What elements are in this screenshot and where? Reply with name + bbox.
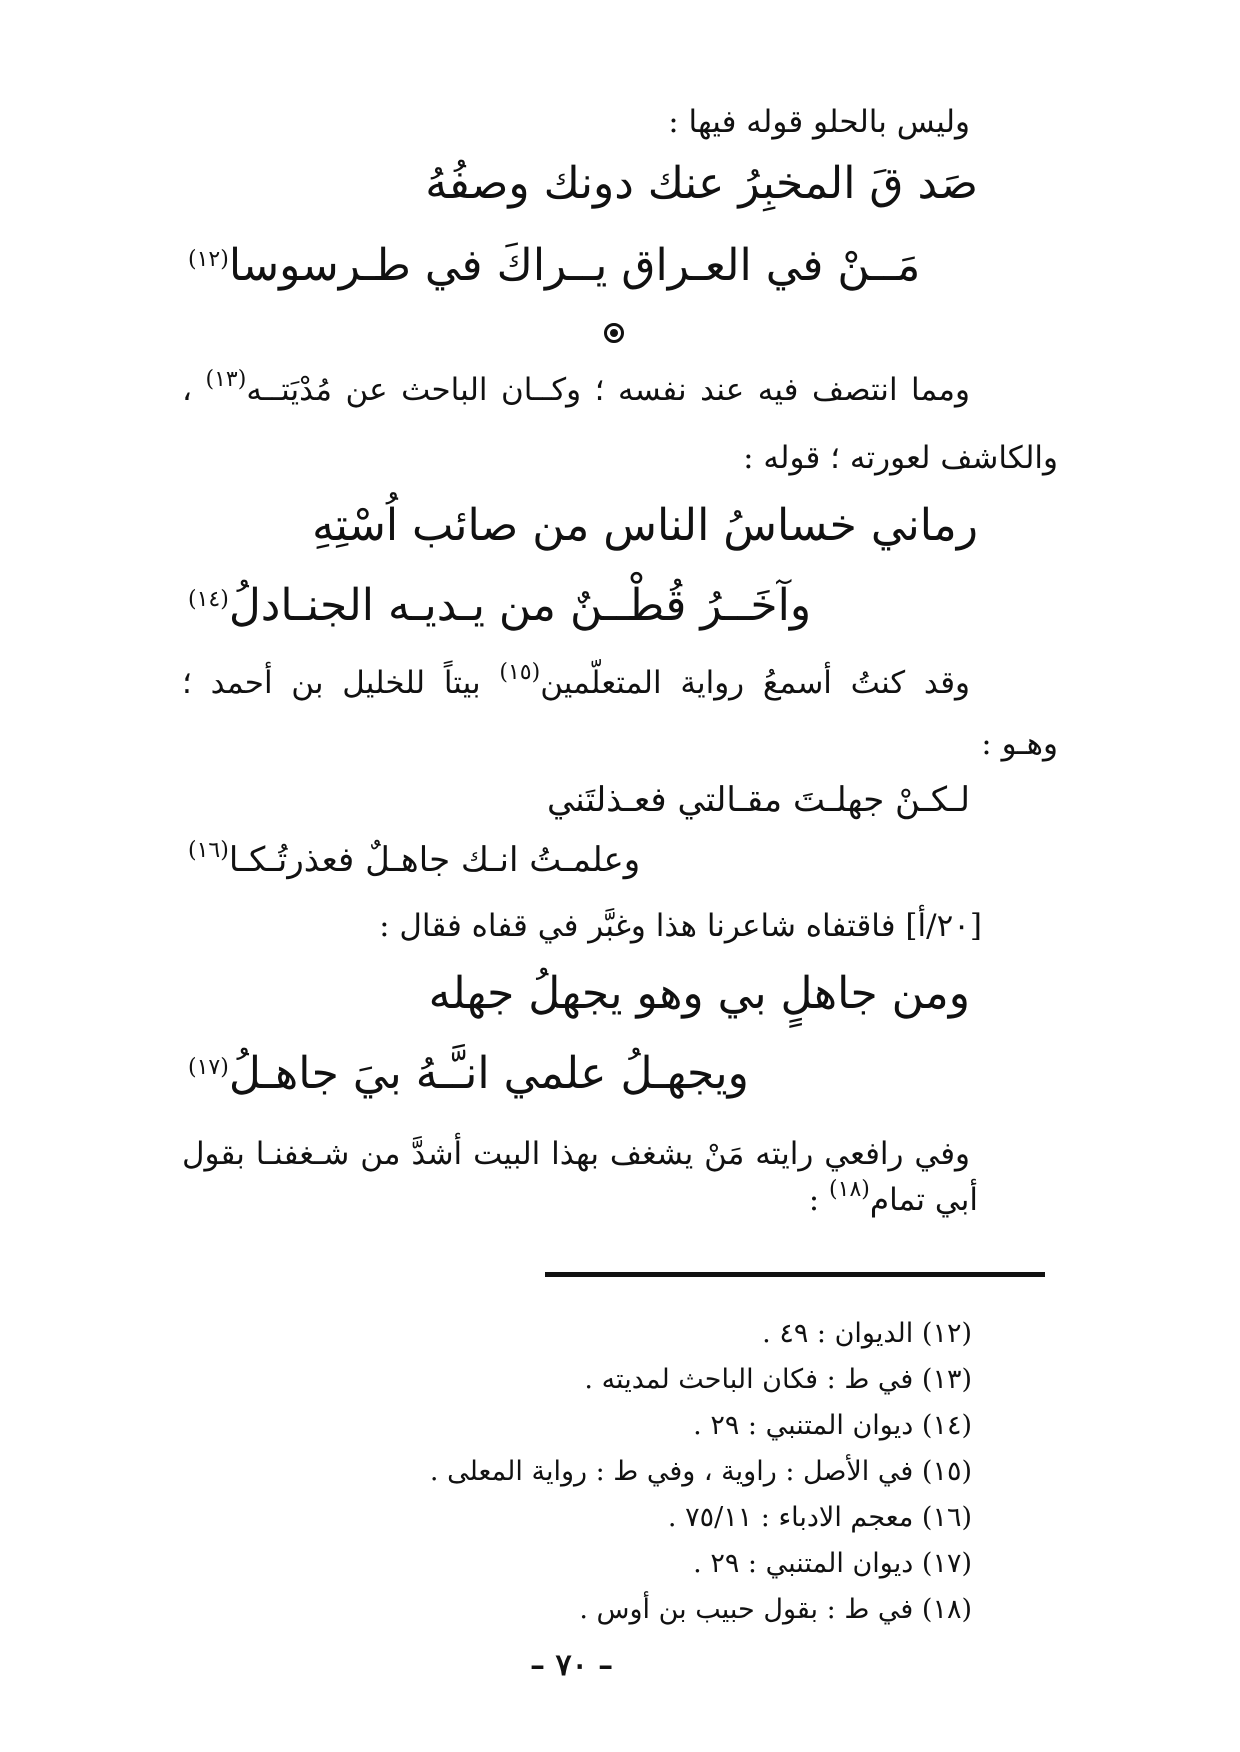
- prose-text: [٢٠/أ] فاقتفاه شاعرنا هذا وغبَّر في قفاه فقال :: [379, 908, 982, 944]
- footnote-ref[interactable]: (١٣): [205, 367, 247, 392]
- footnote-ref[interactable]: (١٦): [188, 838, 229, 863]
- footnote-text: في الأصل : راوية ، وفي ط : رواية المعلى .: [429, 1456, 914, 1487]
- verse-text: وآخَــرُ قُطْــنٌ من يـديـه الجنـادلُ: [228, 580, 812, 631]
- verse-line: [312, 500, 978, 553]
- prose-text: ومما انتصف فيه عند نفسه ؛ وكــان الباحث عن مُدْيَتــه: [246, 372, 970, 408]
- footnote-divider: [545, 1272, 1045, 1277]
- prose-text: وفي رافعي رايته مَنْ يشغف بهذا البيت أشدَّ من شـغفنـا بقول: [182, 1136, 970, 1172]
- footnote-number: (١٢): [921, 1318, 972, 1349]
- verse-line: [188, 240, 920, 293]
- footnote-number: (١٤): [921, 1410, 972, 1441]
- prose-line: [379, 908, 982, 945]
- footnote-item: [584, 1364, 972, 1396]
- verse-line: [188, 580, 811, 633]
- footnote-item: [668, 1502, 972, 1534]
- page-number: – ٧٠ –: [530, 1648, 614, 1683]
- prose-line: [808, 1177, 978, 1219]
- verse-text: لـكـنْ جهلـتَ مقـالتي فعـذلتَني: [546, 780, 970, 820]
- footnote-item: [693, 1410, 972, 1442]
- prose-text: وليس بالحلو قوله فيها :: [668, 104, 970, 140]
- footnote-number: (١٣): [921, 1364, 972, 1395]
- footnote-item: [430, 1456, 972, 1488]
- prose-line: [668, 104, 970, 141]
- footnote-text: في ط : بقول حبيب بن أوس .: [579, 1594, 914, 1625]
- prose-text: أبي تمام: [869, 1182, 978, 1218]
- footnote-text: ديوان المتنبي : ٢٩ .: [693, 1548, 914, 1579]
- footnote-ref[interactable]: (١٧): [188, 1055, 229, 1080]
- prose-text: بيتاً للخليل بن أحمد ؛: [182, 665, 481, 701]
- verse-text: صَد قَ المخبِرُ عنك دونك وصفُهُ: [425, 158, 978, 209]
- prose-line: [182, 367, 970, 409]
- verse-line: [429, 968, 970, 1021]
- prose-punct: ،: [182, 372, 193, 408]
- footnote-ref[interactable]: (١٤): [188, 587, 229, 612]
- verse-line: [425, 158, 978, 211]
- verse-text: مَــنْ في العـراق يــراكَ في طـرسوسا: [228, 240, 921, 291]
- prose-line: [743, 440, 1058, 477]
- section-separator-icon: [604, 323, 624, 343]
- footnote-number: (١٧): [921, 1548, 972, 1579]
- verse-text: وعلمـتُ انـك جاهـلٌ فعذرتُـكـا: [228, 840, 641, 880]
- footnote-number: (١٨): [921, 1594, 972, 1625]
- footnote-text: معجم الادباء : ٧٥/١١ .: [667, 1502, 914, 1533]
- prose-text: وقد كنتُ أسمعُ رواية المتعلّمين: [540, 665, 970, 701]
- footnote-number: (١٥): [921, 1456, 972, 1487]
- verse-text: ويجهـلُ علمي انـَّـهُ بيَ جاهـلُ: [228, 1048, 749, 1099]
- footnote-number: (١٦): [921, 1502, 972, 1533]
- footnote-item: [762, 1318, 972, 1350]
- footnote-item: [579, 1594, 972, 1626]
- prose-punct: :: [808, 1182, 820, 1218]
- footnote-item: [693, 1548, 972, 1580]
- prose-line: [182, 1136, 970, 1173]
- footnote-ref[interactable]: (١٥): [499, 660, 541, 685]
- prose-line: [182, 660, 970, 702]
- verse-line: [188, 1048, 749, 1101]
- verse-line: [188, 840, 640, 881]
- footnote-ref[interactable]: (١٨): [829, 1177, 870, 1202]
- footnote-ref[interactable]: (١٢): [188, 247, 229, 272]
- prose-text: والكاشف لعورته ؛ قوله :: [743, 440, 1058, 476]
- prose-line: [981, 726, 1058, 763]
- verse-text: ومن جاهلٍ بي وهو يجهلُ جهله: [428, 968, 970, 1019]
- footnote-text: في ط : فكان الباحث لمديته .: [584, 1364, 914, 1395]
- verse-line: [547, 780, 970, 821]
- footnote-text: ديوان المتنبي : ٢٩ .: [693, 1410, 914, 1441]
- verse-text: رماني خساسُ الناس من صائب اُسْتِهِ: [312, 500, 978, 551]
- footnote-text: الديوان : ٤٩ .: [762, 1318, 914, 1349]
- prose-text: وهـو :: [981, 726, 1058, 762]
